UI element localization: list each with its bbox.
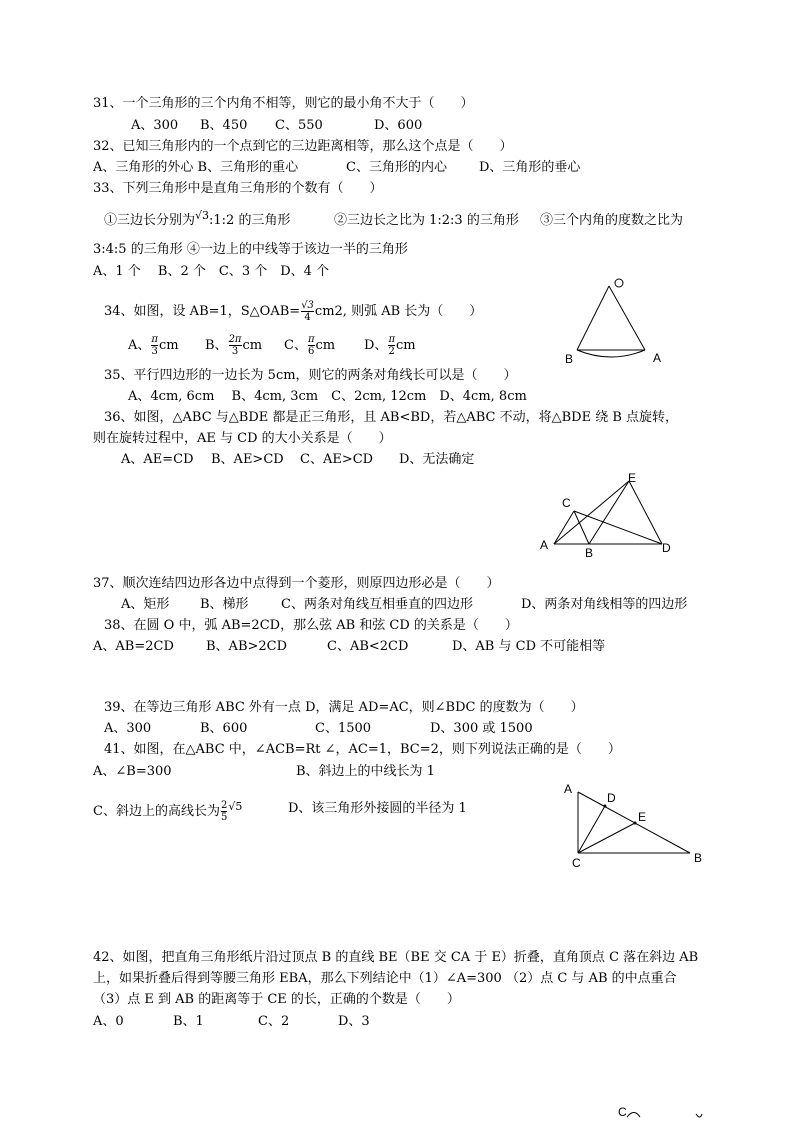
q39-option-b: B、600 [200, 721, 248, 736]
q31-option-d: D、600 [374, 118, 423, 133]
label-d: D [607, 791, 616, 805]
q32-stem: 32、已知三角形内的一个点到它的三边距离相等，那么这个点是（ ） [93, 139, 513, 154]
segment-oa [609, 286, 645, 350]
q34-option-c [284, 334, 335, 357]
point-e [634, 822, 637, 825]
q41-figure [560, 780, 710, 872]
option-fraction [151, 334, 158, 357]
q31-option-c: C、550 [275, 118, 323, 133]
q37-option-c: C、两条对角线互相垂直的四边形 [281, 597, 473, 612]
fraction-numerator: 2 [220, 800, 228, 811]
option-c-text: C、斜边上的高线长为 [93, 804, 220, 819]
option-unit: cm [396, 338, 416, 353]
option-label: C、 [284, 338, 307, 353]
q39-option-d: D、300 或 1500 [430, 721, 533, 736]
q42-option-a: A、0 [93, 1014, 124, 1029]
point-o-marker [615, 279, 623, 287]
q36-option-b: B、AE>CD [211, 452, 284, 467]
q37-stem: 37、顺次连结四边形各边中点得到一个菱形，则原四边形必是（ ） [93, 576, 500, 591]
q36-stem-2: 则在旋转过程中，AE 与 CD 的大小关系是（ ） [93, 431, 392, 446]
fraction-numerator: π [307, 334, 315, 345]
label-d: D [662, 541, 671, 555]
q38-option-a: A、AB=2CD [93, 639, 174, 654]
q41-stem: 41、如图，在△ABC 中，∠ACB=Rt ∠，AC=1，BC=2，则下列说法正确的是（ ） [104, 742, 621, 757]
q33-s1-ratio: :1:2 的三角形 [209, 213, 291, 228]
label-e: E [628, 471, 637, 485]
q41-option-a: A、∠B=300 [93, 764, 172, 779]
fraction-denominator: 3 [151, 346, 158, 357]
fraction-numerator: 2π [228, 334, 242, 345]
q36-option-c: C、AE>CD [300, 452, 374, 467]
q42-option-d: D、3 [338, 1014, 370, 1029]
q36-figure [532, 470, 682, 562]
label-a: A [540, 538, 549, 552]
label-c: C [572, 856, 581, 870]
q35-stem: 35、平行四边形的一边长为 5cm，则它的两条对角线长可以是（ ） [104, 368, 517, 383]
label-a: A [564, 782, 573, 796]
segment-ed [629, 481, 662, 544]
option-fraction [229, 334, 242, 357]
edge-mark [696, 1114, 702, 1117]
angle-mark [627, 1113, 640, 1118]
q42-option-c: C、2 [258, 1014, 290, 1029]
q41-fraction [221, 800, 227, 823]
q33-statement-3: ③三个内角的度数之比为 [540, 213, 684, 228]
q37-option-b: B、梯形 [200, 597, 249, 612]
q31-option-a: A、300 [131, 118, 179, 133]
segment-ae [554, 481, 629, 544]
q33-statement-1 [104, 209, 291, 230]
segment-ac [554, 511, 574, 544]
q34-option-a [128, 334, 179, 357]
label-b: B [565, 352, 574, 366]
q39-stem: 39、在等边三角形 ABC 外有一点 D，满足 AD=AC，则∠BDC 的度数为（ ） [104, 700, 584, 715]
option-fraction [388, 334, 395, 357]
q37-option-d: D、两条对角线相等的四边形 [521, 597, 688, 612]
label-b: B [585, 546, 594, 560]
fraction-numerator: π [388, 334, 396, 345]
label-e: E [638, 810, 647, 824]
q41-option-b: B、斜边上的中线长为 1 [296, 764, 435, 779]
fraction-denominator: 5 [220, 812, 228, 823]
q32-option-c: C、三角形的内心 [346, 160, 447, 175]
label-c: C [562, 496, 571, 510]
option-unit: cm [242, 338, 263, 353]
q36-option-a: A、AE=CD [121, 452, 194, 467]
q42-stem-2: 上，如果折叠后得到等腰三角形 EBA，那么下列结论中（1）∠A=300 （2）点 C 与 AB 的中点重合 [93, 971, 677, 986]
q33-s1-text: ①三边长分别为 [104, 213, 196, 228]
q36-option-d: D、无法确定 [399, 452, 475, 467]
option-unit: cm [158, 338, 179, 353]
q42-figure-fragment [612, 1098, 712, 1122]
q41-option-c [93, 800, 242, 823]
sqrt3-symbol: √3 [195, 209, 210, 222]
option-label: A、 [128, 338, 151, 353]
label-b: B [694, 851, 703, 865]
q31-option-b: B、450 [200, 118, 248, 133]
segment-be [589, 481, 629, 544]
q34-figure [552, 272, 682, 368]
option-fraction [308, 334, 315, 357]
q33-statement-3-4: 3:4:5 的三角形 ④一边上的中线等于该边一半的三角形 [93, 242, 408, 257]
q42-stem-1: 42、如图，把直角三角形纸片沿过顶点 B 的直线 BE（BE 交 CA 于 E）折叠，直角顶点 C 落在斜边 AB [93, 950, 699, 965]
q34-option-d [364, 334, 416, 357]
q38-option-d: D、AB 与 CD 不可能相等 [452, 639, 606, 654]
q33-statement-2: ②三边长之比为 1:2:3 的三角形 [334, 213, 519, 228]
q37-option-a: A、矩形 [121, 597, 170, 612]
arc-ab [577, 350, 645, 357]
option-label: D、 [364, 338, 388, 353]
q34-stem-text-2: cm2, 则弧 AB 长为（ ） [314, 304, 483, 319]
option-unit: cm [315, 338, 336, 353]
q33-options: A、1 个 B、2 个 C、3 个 D、4 个 [93, 264, 330, 279]
q38-option-c: C、AB<2CD [327, 639, 409, 654]
fraction-denominator: 2 [388, 346, 395, 357]
q38-stem: 38、在圆 O 中，弧 AB=2CD，那么弦 AB 和弦 CD 的关系是（ ） [104, 618, 518, 633]
q32-option-ab: A、三角形的外心 B、三角形的重心 [93, 160, 299, 175]
fraction-denominator: 4 [301, 311, 314, 323]
q32-option-d: D、三角形的垂心 [479, 160, 581, 175]
fraction-numerator: √3 [301, 300, 314, 311]
q34-stem [104, 300, 482, 323]
q39-option-c: C、1500 [315, 721, 372, 736]
q42-stem-3: （3）点 E 到 AB 的距离等于 CE 的长，正确的个数是（ ） [93, 992, 460, 1007]
q36-stem-1: 36、如图，△ABC 与△BDE 都是正三角形，且 AB<BD，若△ABC 不动，将△BDE 绕 B 点旋转， [104, 410, 679, 425]
q41-option-d: D、该三角形外接圆的半径为 1 [288, 801, 467, 816]
q39-option-a: A、300 [104, 721, 152, 736]
option-label: B、 [205, 338, 228, 353]
label-c: C [618, 1105, 627, 1119]
sqrt5-symbol: √5 [228, 800, 243, 813]
q34-option-b [205, 334, 262, 357]
q31-stem: 31、一个三角形的三个内角不相等，则它的最小角不大于（ ） [93, 96, 474, 111]
label-a: A [653, 351, 662, 365]
q33-stem: 33、下列三角形中是直角三角形的个数有（ ） [93, 181, 383, 196]
fraction-denominator: 6 [308, 346, 315, 357]
q42-option-b: B、1 [173, 1014, 204, 1029]
q34-stem-text: 34、如图，设 AB=1，S△OAB= [104, 304, 301, 319]
q38-option-b: B、AB>2CD [206, 639, 288, 654]
fraction-numerator: π [151, 334, 158, 345]
q35-options: A、4cm, 6cm B、4cm, 3cm C、2cm, 12cm D、4cm, 8cm [128, 389, 527, 404]
q34-area-fraction [301, 300, 314, 323]
fraction-denominator: 3 [229, 345, 242, 357]
segment-ob [577, 286, 609, 350]
